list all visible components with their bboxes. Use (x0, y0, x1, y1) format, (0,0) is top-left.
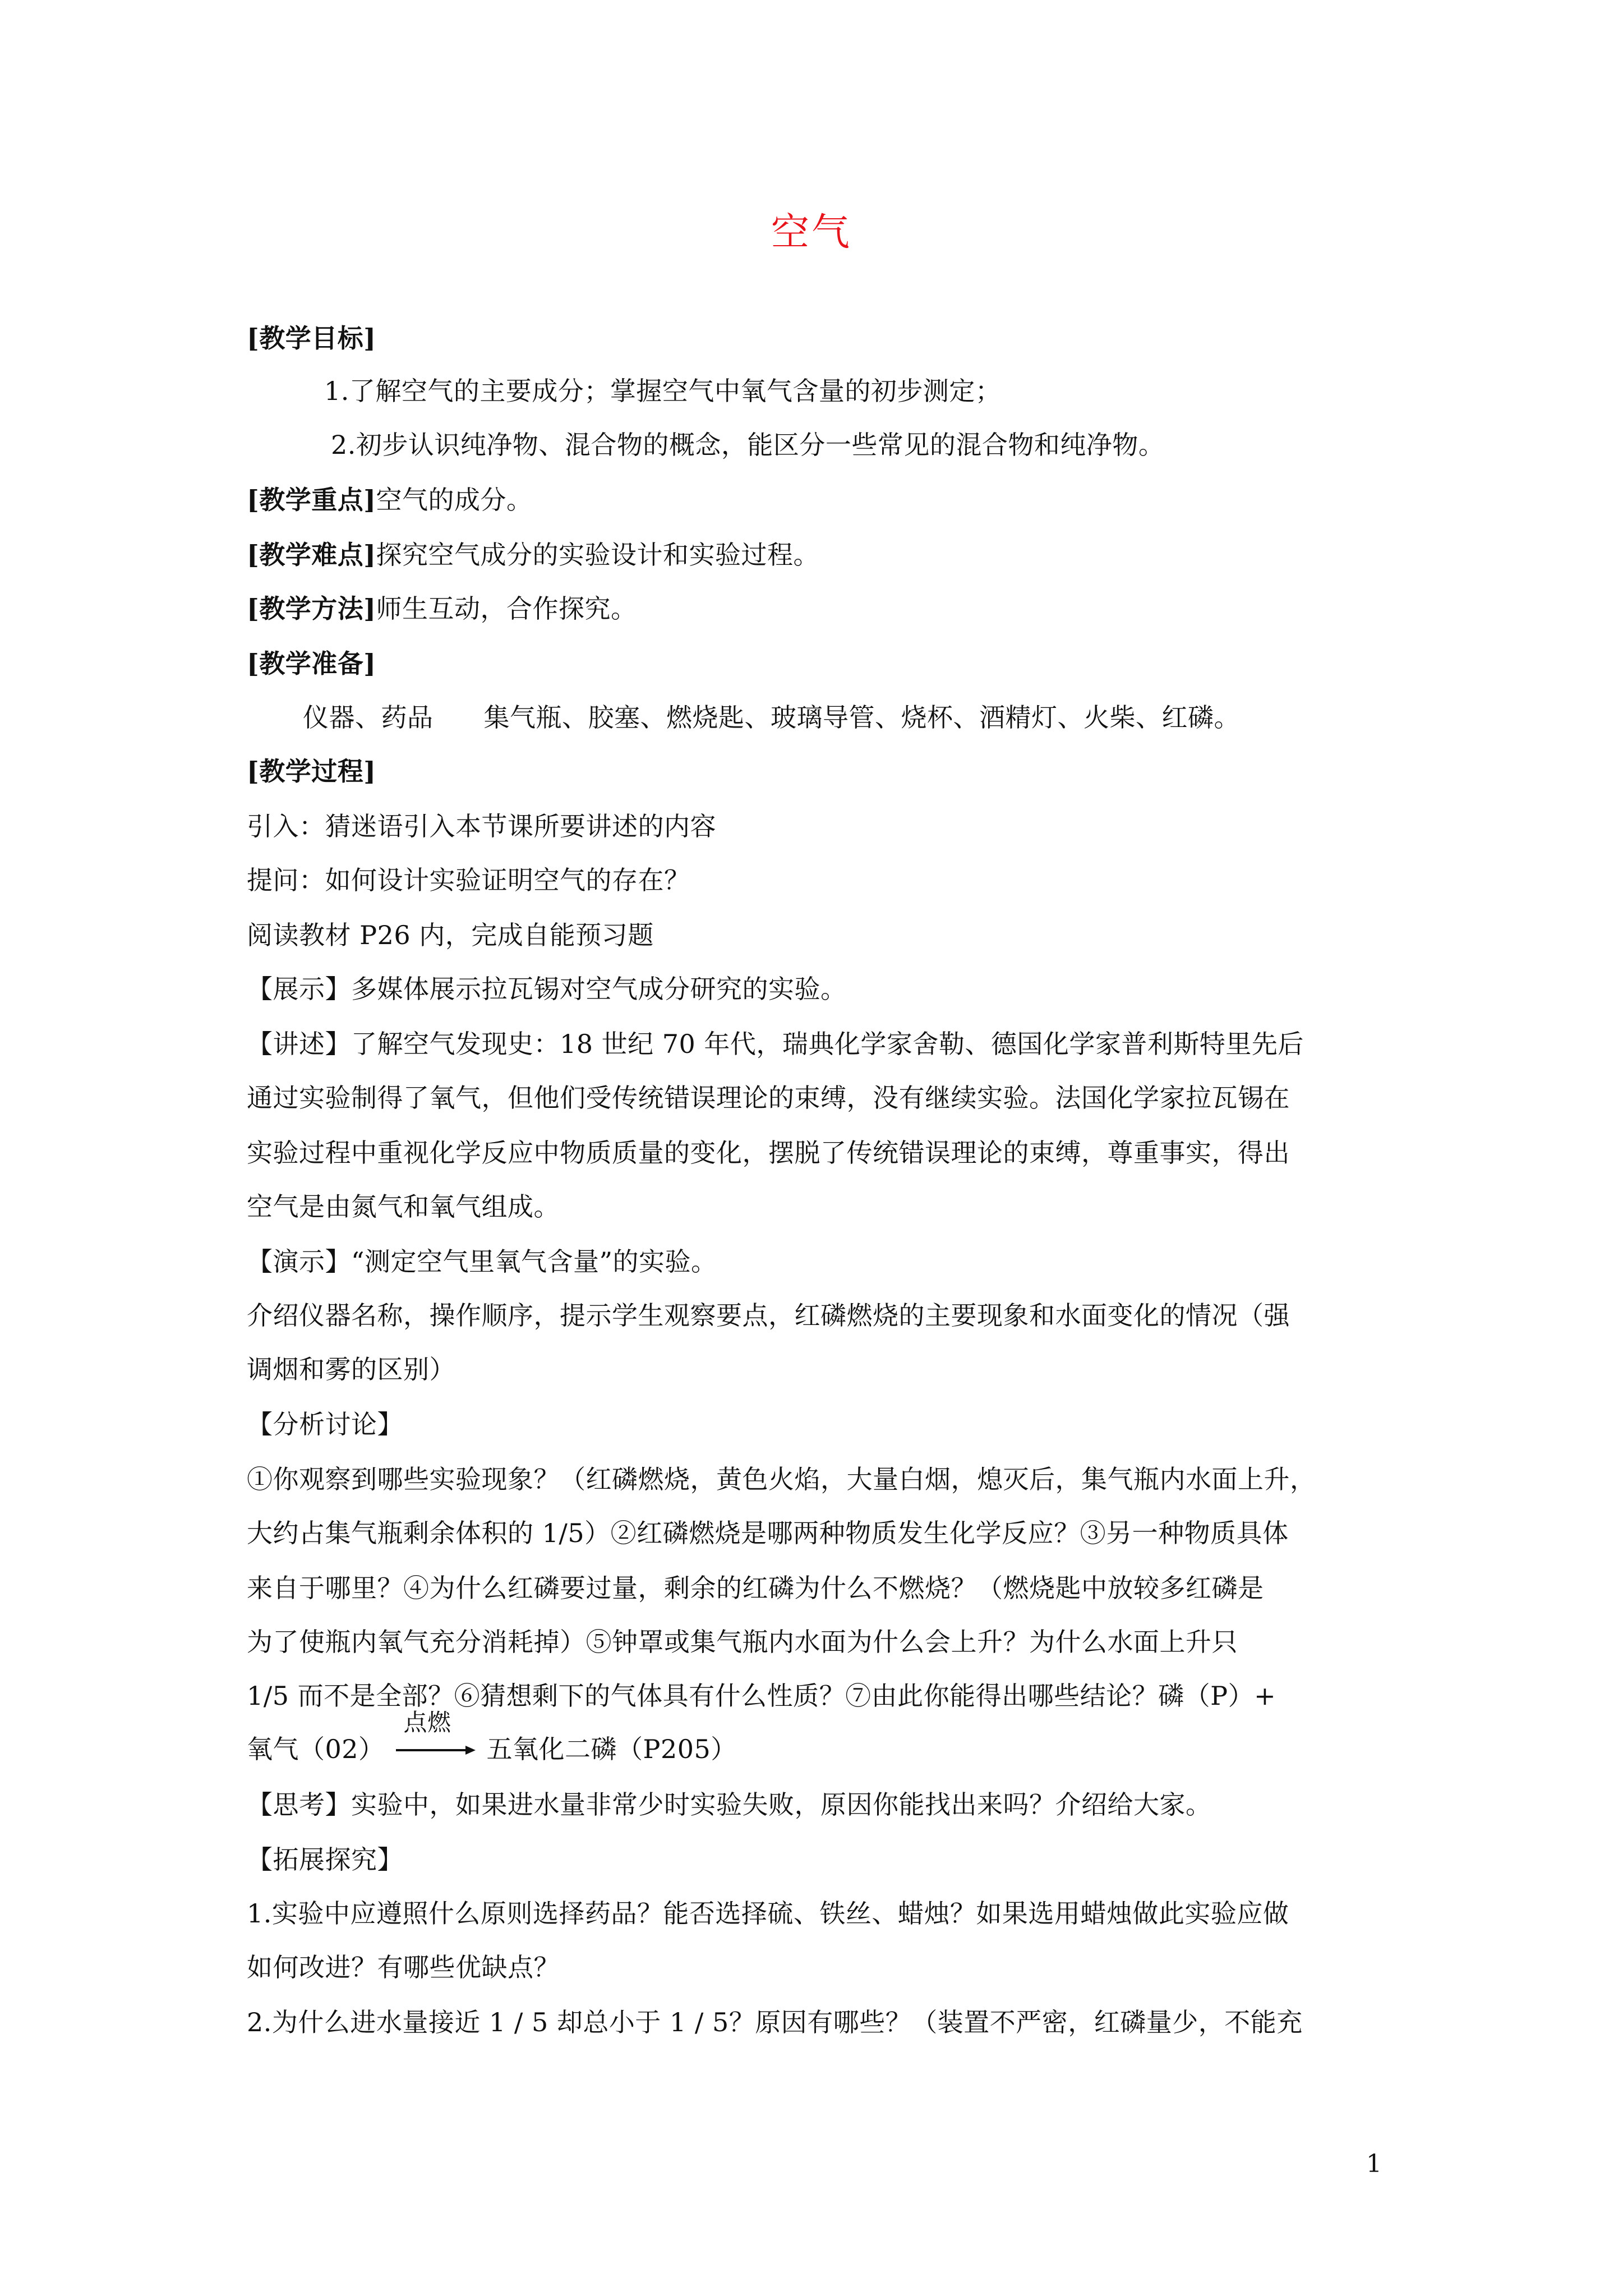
analysis-line-3: 来自于哪里？④为什么红磷要过量，剩余的红磷为什么不燃烧？（燃烧匙中放较多红磷是 (247, 1573, 1264, 1603)
reaction-arrow (394, 1709, 478, 1758)
preparation-heading: [教学准备] (247, 648, 376, 679)
page-number: 1 (1366, 2150, 1382, 2178)
instruments-line-2: 调烟和雾的区别） (247, 1354, 455, 1384)
difficulty-line (247, 540, 1391, 570)
key-point-text: 空气的成分。 (376, 485, 533, 515)
extend-line-3: 2.为什么进水量接近 1 / 5 却总小于 1 / 5？原因有哪些？（装置不严密，红磷量少，不能充 (247, 2007, 1303, 2037)
difficulty-label: [教学难点] (247, 540, 376, 570)
instruments-line-1: 介绍仪器名称，操作顺序，提示学生观察要点，红磷燃烧的主要现象和水面变化的情况（强 (247, 1300, 1290, 1331)
process-demo: 【演示】“测定空气里氧气含量”的实验。 (247, 1246, 717, 1277)
objectives-heading: [教学目标] (247, 323, 376, 353)
difficulty-text: 探究空气成分的实验设计和实验过程。 (376, 540, 820, 570)
equation-right: 五氧化二磷（P205） (486, 1734, 737, 1764)
extend-line-1: 1.实验中应遵照什么原则选择药品？能否选择硫、铁丝、蜡烛？如果选用蜡烛做此实验应做 (247, 1898, 1289, 1929)
process-question: 提问：如何设计实验证明空气的存在？ (247, 865, 690, 895)
objective-item-2: 2.初步认识纯净物、混合物的概念，能区分一些常见的混合物和纯净物。 (331, 430, 1165, 460)
method-text: 师生互动，合作探究。 (376, 593, 637, 624)
narrate-line-1: 【讲述】了解空气发现史：18 世纪 70 年代，瑞典化学家舍勒、德国化学家普利斯特里先后 (247, 1029, 1304, 1059)
narrate-line-4: 空气是由氮气和氧气组成。 (247, 1191, 560, 1222)
analysis-heading: 【分析讨论】 (247, 1409, 403, 1439)
right-arrow-icon (394, 1741, 478, 1758)
narrate-line-3: 实验过程中重视化学反应中物质质量的变化，摆脱了传统错误理论的束缚，尊重事实，得出 (247, 1138, 1290, 1168)
preparation-items: 集气瓶、胶塞、燃烧匙、玻璃导管、烧杯、酒精灯、火柴、红磷。 (483, 702, 1240, 733)
process-think: 【思考】实验中，如果进水量非常少时实验失败，原因你能找出来吗？介绍给大家。 (247, 1789, 1212, 1820)
process-reading: 阅读教材 P26 内，完成自能预习题 (247, 920, 654, 950)
narrate-line-2: 通过实验制得了氧气，但他们受传统错误理论的束缚，没有继续实验。法国化学家拉瓦锡在 (247, 1083, 1290, 1113)
process-show: 【展示】多媒体展示拉瓦锡对空气成分研究的实验。 (247, 974, 847, 1004)
preparation-line (303, 702, 1447, 733)
process-intro: 引入：猜迷语引入本节课所要讲述的内容 (247, 811, 716, 841)
key-point-label: [教学重点] (247, 485, 376, 515)
analysis-line-1: ①你观察到哪些实验现象？（红磷燃烧，黄色火焰，大量白烟，熄灭后，集气瓶内水面上升， (247, 1464, 1316, 1494)
process-heading: [教学过程] (247, 756, 376, 786)
objective-item-1: 1.了解空气的主要成分；掌握空气中氧气含量的初步测定； (324, 376, 1002, 406)
extend-line-2: 如何改进？有哪些优缺点？ (247, 1952, 560, 1982)
equation-line (247, 1709, 1391, 1765)
extend-heading: 【拓展探究】 (247, 1844, 403, 1875)
analysis-line-2: 大约占集气瓶剩余体积的 1/5）②红磷燃烧是哪两种物质发生化学反应？③另一种物质具体 (247, 1518, 1289, 1548)
reaction-condition: 点燃 (403, 1709, 451, 1736)
method-label: [教学方法] (247, 593, 376, 624)
document-title: 空气 (771, 210, 852, 255)
preparation-label: 仪器、药品 (303, 702, 434, 733)
analysis-line-4: 为了使瓶内氧气充分消耗掉）⑤钟罩或集气瓶内水面为什么会上升？为什么水面上升只 (247, 1627, 1238, 1657)
equation-left: 氧气（02） (247, 1734, 385, 1764)
method-line (247, 593, 1391, 624)
key-point-line (247, 485, 1391, 516)
analysis-line-5: 1/5 而不是全部？⑥猜想剩下的气体具有什么性质？⑦由此你能得出哪些结论？磷（P）+ (247, 1681, 1276, 1711)
